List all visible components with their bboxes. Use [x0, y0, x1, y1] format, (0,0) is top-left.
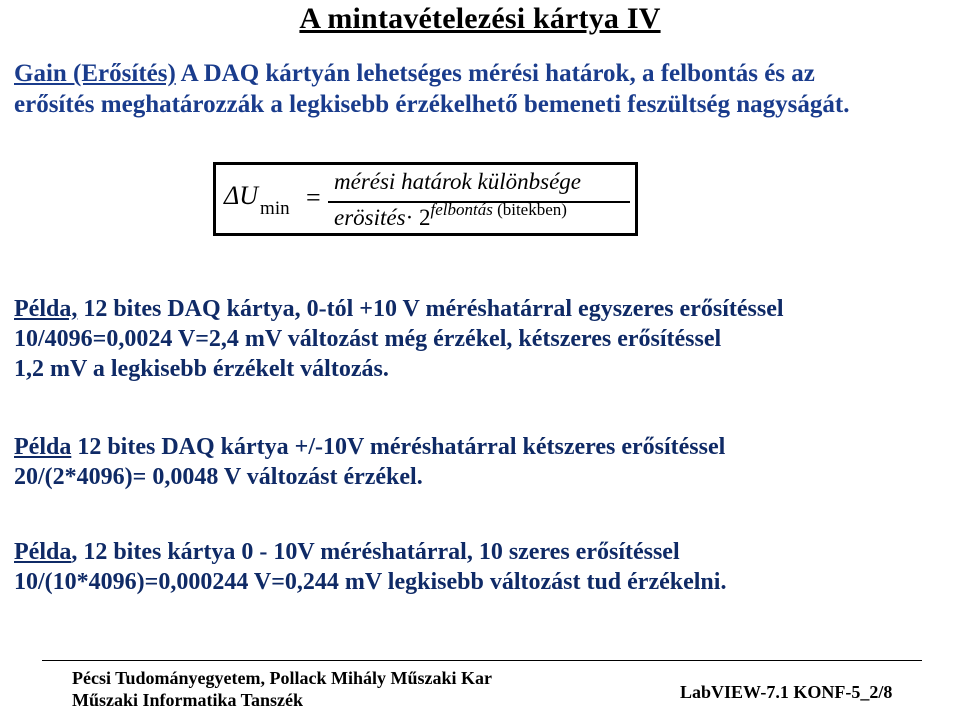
example-3-label: Példa [14, 539, 72, 565]
footer-institution-line1: Pécsi Tudományegyetem, Pollack Mihály Műszaki Kar [72, 668, 492, 688]
equals-sign: = [306, 183, 321, 212]
denominator-gain: erösités [334, 205, 406, 230]
exponent-unit: (bitekben) [497, 200, 567, 219]
intro-text-line2: erősítés meghatározzák a legkisebb érzékelhető bemeneti feszültség nagyságát. [14, 91, 850, 118]
formula-numerator: mérési határok különbsége [334, 169, 581, 194]
example-3 [14, 537, 954, 597]
delta-u: ΔU [224, 181, 259, 210]
exponent-resolution: felbontás [430, 200, 493, 219]
intro-paragraph [14, 58, 954, 120]
intro-text-line1: A DAQ kártyán lehetséges mérési határok, a felbontás és az [175, 60, 815, 87]
example-2-line1: 12 bites DAQ kártya +/-10V méréshatárral kétszeres erősítéssel [71, 434, 726, 460]
example-2-line2: 20/(2*4096)= 0,0048 V változást érzékel. [14, 464, 423, 490]
multiply-dot: · [405, 205, 414, 230]
example-1 [14, 294, 954, 384]
example-2-label: Példa [14, 434, 72, 460]
footer-divider [42, 660, 922, 661]
footer-institution [72, 667, 492, 711]
formula-lhs [224, 181, 290, 219]
slide-code: LabVIEW-7.1 KONF-5_2/8 [680, 682, 893, 702]
exponent [430, 200, 566, 219]
example-1-line1: 12 bites DAQ kártya, 0-tól +10 V méréshatárral egyszeres erősítéssel [77, 296, 784, 322]
footer-institution-line2: Műszaki Informatika Tanszék [72, 690, 304, 710]
formula-box [213, 162, 638, 236]
gain-term: Gain (Erősítés) [14, 60, 176, 87]
example-1-line2: 10/4096=0,0024 V=2,4 mV változást még érzékel, kétszeres erősítéssel [14, 326, 722, 352]
formula-denominator [334, 200, 567, 231]
slide-title: A mintavételezési kártya IV [299, 2, 661, 35]
example-1-line3: 1,2 mV a legkisebb érzékelt változás. [14, 356, 389, 382]
example-3-line1: , 12 bites kártya 0 - 10V méréshatárral, 10 szeres erősítéssel [71, 539, 680, 565]
example-3-line2: 10/(10*4096)=0,000244 V=0,244 mV legkisebb változást tud érzékelni. [14, 569, 727, 595]
example-1-label: Példa, [14, 296, 78, 322]
example-2 [14, 432, 954, 492]
min-subscript: min [260, 198, 290, 219]
base-two: 2 [418, 205, 431, 230]
